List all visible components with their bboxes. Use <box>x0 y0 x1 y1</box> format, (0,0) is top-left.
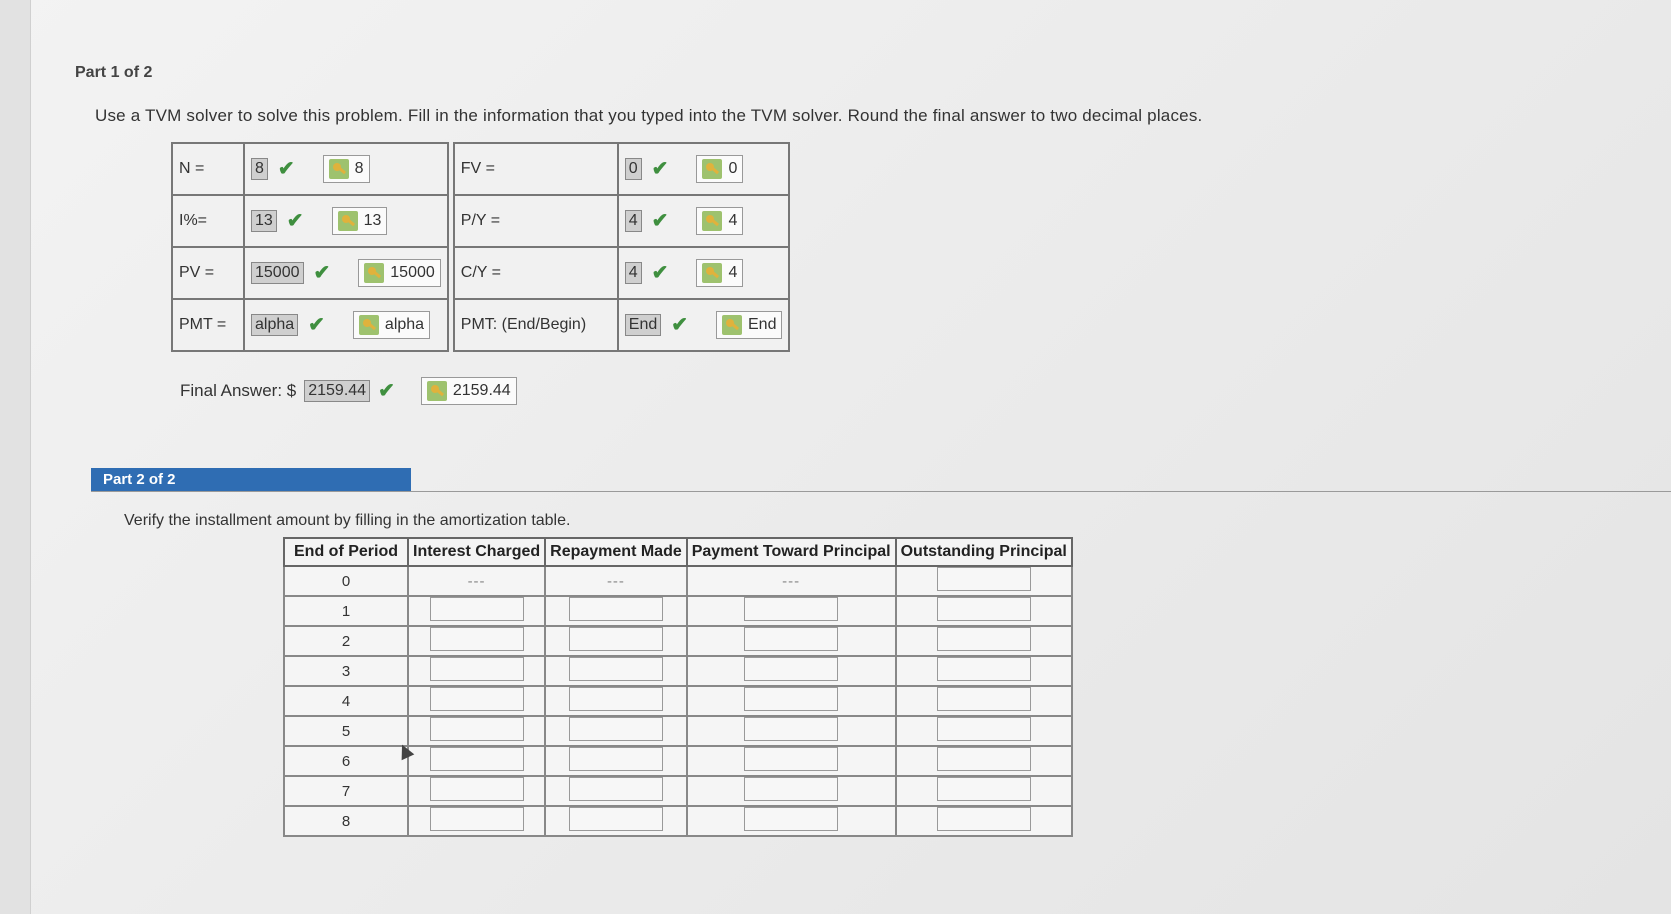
tvm-value-cell <box>244 143 448 195</box>
table-cell <box>687 746 896 776</box>
table-row <box>284 596 1072 626</box>
table-cell <box>896 656 1072 686</box>
tvm-row <box>172 299 789 351</box>
amortization-input[interactable] <box>937 777 1031 801</box>
check-icon: ✔ <box>378 380 395 402</box>
tvm-value-cell <box>244 195 448 247</box>
table-cell <box>687 806 896 836</box>
answer-key-value: 8 <box>354 160 364 177</box>
tvm-row <box>172 143 789 195</box>
part2-title: Part 2 of 2 <box>91 468 411 492</box>
key-icon <box>702 211 722 231</box>
tvm-value-cell <box>618 143 790 195</box>
check-icon: ✔ <box>651 262 669 284</box>
tvm-label: FV = <box>454 143 618 195</box>
period-cell: 8 <box>284 806 408 836</box>
table-cell <box>687 626 896 656</box>
answer-key-button[interactable] <box>696 259 743 287</box>
tvm-value-cell <box>618 195 790 247</box>
not-applicable-dash: --- <box>782 572 801 590</box>
tvm-answer-input[interactable]: 4 <box>625 210 642 232</box>
part2-instructions: Verify the installment amount by filling in the amortization table. <box>124 512 571 529</box>
amortization-input[interactable] <box>430 807 524 831</box>
table-cell <box>687 776 896 806</box>
column-header: Repayment Made <box>545 538 687 566</box>
column-header: Interest Charged <box>408 538 545 566</box>
column-header: Outstanding Principal <box>896 538 1072 566</box>
amortization-input[interactable] <box>569 627 663 651</box>
table-cell <box>896 776 1072 806</box>
amortization-input[interactable] <box>569 717 663 741</box>
table-cell <box>545 656 687 686</box>
tvm-answer-input[interactable]: 8 <box>251 158 268 180</box>
key-icon <box>364 263 384 283</box>
part1-title: Part 1 of 2 <box>75 64 153 81</box>
amortization-input[interactable] <box>744 597 838 621</box>
answer-key-value: alpha <box>384 316 425 333</box>
table-row <box>284 626 1072 656</box>
amortization-input[interactable] <box>430 627 524 651</box>
answer-key-button[interactable] <box>716 311 782 339</box>
tvm-answer-input[interactable]: alpha <box>251 314 298 336</box>
amortization-input[interactable] <box>937 687 1031 711</box>
table-cell <box>545 806 687 836</box>
tvm-value-cell <box>618 247 790 299</box>
table-cell <box>408 746 545 776</box>
not-applicable-dash: --- <box>606 572 625 590</box>
answer-key-value: End <box>748 316 777 333</box>
tvm-value-cell <box>244 299 448 351</box>
answer-key-button[interactable] <box>696 207 743 235</box>
tvm-answer-input[interactable]: 15000 <box>251 262 304 284</box>
table-cell <box>896 806 1072 836</box>
amortization-input[interactable] <box>937 717 1031 741</box>
table-cell <box>896 746 1072 776</box>
period-cell: 6 <box>284 746 408 776</box>
tvm-answer-input[interactable]: 0 <box>625 158 642 180</box>
table-cell <box>408 806 545 836</box>
tvm-row <box>172 195 789 247</box>
check-icon: ✔ <box>651 158 669 180</box>
amortization-input[interactable] <box>430 657 524 681</box>
amortization-input[interactable] <box>569 657 663 681</box>
check-icon: ✔ <box>313 262 331 284</box>
period-cell: 4 <box>284 686 408 716</box>
table-row <box>284 776 1072 806</box>
table-cell <box>896 626 1072 656</box>
table-cell <box>545 776 687 806</box>
table-cell <box>545 566 687 596</box>
answer-key-button[interactable] <box>421 377 517 405</box>
check-icon: ✔ <box>651 210 669 232</box>
amortization-input[interactable] <box>937 597 1031 621</box>
answer-key-value: 2159.44 <box>452 382 511 399</box>
answer-key-button[interactable] <box>323 155 370 183</box>
table-cell <box>687 716 896 746</box>
table-row <box>284 716 1072 746</box>
answer-key-value: 15000 <box>390 264 435 281</box>
amortization-input[interactable] <box>430 717 524 741</box>
amortization-input[interactable] <box>937 567 1031 591</box>
table-row <box>284 656 1072 686</box>
part2-divider <box>91 491 1671 492</box>
answer-key-button[interactable] <box>696 155 743 183</box>
amortization-input[interactable] <box>430 777 524 801</box>
amortization-input[interactable] <box>744 747 838 771</box>
answer-key-button[interactable] <box>358 259 441 287</box>
table-cell <box>545 686 687 716</box>
answer-key-button[interactable] <box>353 311 430 339</box>
tvm-answer-input[interactable]: 4 <box>625 262 642 284</box>
period-cell: 3 <box>284 656 408 686</box>
table-cell <box>545 746 687 776</box>
amortization-input[interactable] <box>937 657 1031 681</box>
amortization-input[interactable] <box>744 657 838 681</box>
amortization-input[interactable] <box>744 687 838 711</box>
answer-key-value: 4 <box>728 264 738 281</box>
amortization-input[interactable] <box>569 777 663 801</box>
period-cell: 0 <box>284 566 408 596</box>
tvm-table <box>171 142 790 352</box>
table-row <box>284 566 1072 596</box>
check-icon: ✔ <box>286 210 304 232</box>
answer-key-value: 4 <box>728 212 738 229</box>
amortization-input[interactable] <box>937 807 1031 831</box>
final-answer-input[interactable]: 2159.44 <box>304 380 370 402</box>
amortization-input[interactable] <box>430 597 524 621</box>
check-icon: ✔ <box>277 158 295 180</box>
table-cell <box>896 596 1072 626</box>
window-left-frame <box>0 0 31 914</box>
amortization-input[interactable] <box>569 747 663 771</box>
key-icon <box>329 159 349 179</box>
period-cell: 5 <box>284 716 408 746</box>
answer-key-value: 13 <box>363 212 382 229</box>
table-cell <box>408 596 545 626</box>
table-cell <box>408 626 545 656</box>
not-applicable-dash: --- <box>467 572 486 590</box>
amortization-input[interactable] <box>430 747 524 771</box>
final-answer-row <box>180 377 517 405</box>
key-icon <box>722 315 742 335</box>
final-answer-label: Final Answer: $ <box>180 381 297 400</box>
amortization-input[interactable] <box>744 807 838 831</box>
table-cell <box>545 626 687 656</box>
tvm-value-cell <box>618 299 790 351</box>
check-icon: ✔ <box>308 314 325 336</box>
tvm-row <box>172 247 789 299</box>
part1-instructions: Use a TVM solver to solve this problem. Fill in the information that you typed into the TVM solver. Round the final answer to two decimal places. <box>95 106 1203 125</box>
amortization-input[interactable] <box>744 717 838 741</box>
amortization-input[interactable] <box>937 747 1031 771</box>
tvm-label: C/Y = <box>454 247 618 299</box>
amortization-input[interactable] <box>569 687 663 711</box>
tvm-answer-input[interactable]: End <box>625 314 661 336</box>
tvm-label: PMT: (End/Begin) <box>454 299 618 351</box>
table-cell <box>896 686 1072 716</box>
key-icon <box>427 381 447 401</box>
period-cell: 1 <box>284 596 408 626</box>
table-cell <box>408 716 545 746</box>
tvm-value-cell <box>244 247 448 299</box>
key-icon <box>702 159 722 179</box>
table-cell <box>687 686 896 716</box>
check-icon: ✔ <box>671 314 688 336</box>
amortization-input[interactable] <box>569 807 663 831</box>
table-cell <box>687 596 896 626</box>
table-cell <box>896 716 1072 746</box>
amortization-input[interactable] <box>937 627 1031 651</box>
tvm-label: P/Y = <box>454 195 618 247</box>
amortization-input[interactable] <box>430 687 524 711</box>
amortization-input[interactable] <box>569 597 663 621</box>
period-cell: 7 <box>284 776 408 806</box>
table-cell <box>408 686 545 716</box>
tvm-label: PV = <box>172 247 244 299</box>
period-cell: 2 <box>284 626 408 656</box>
column-header: Payment Toward Principal <box>687 538 896 566</box>
tvm-answer-input[interactable]: 13 <box>251 210 277 232</box>
answer-key-value: 0 <box>728 160 738 177</box>
tvm-label: PMT = <box>172 299 244 351</box>
table-cell <box>545 716 687 746</box>
amortization-input[interactable] <box>744 627 838 651</box>
amortization-input[interactable] <box>744 777 838 801</box>
key-icon <box>359 315 379 335</box>
key-icon <box>338 211 358 231</box>
column-header: End of Period <box>284 538 408 566</box>
tvm-label: I%= <box>172 195 244 247</box>
amortization-table <box>283 537 1073 837</box>
table-cell <box>687 656 896 686</box>
table-cell <box>545 596 687 626</box>
table-cell <box>687 566 896 596</box>
tvm-label: N = <box>172 143 244 195</box>
table-cell <box>408 656 545 686</box>
table-cell <box>408 566 545 596</box>
table-row <box>284 806 1072 836</box>
table-cell <box>408 776 545 806</box>
key-icon <box>702 263 722 283</box>
table-cell <box>896 566 1072 596</box>
answer-key-button[interactable] <box>332 207 388 235</box>
table-row <box>284 686 1072 716</box>
